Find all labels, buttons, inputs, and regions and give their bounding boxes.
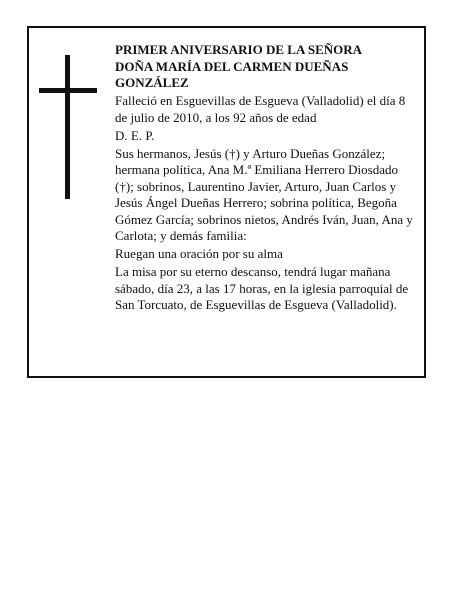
obituary-notice <box>27 26 426 378</box>
notice-heading-line-1: PRIMER ANIVERSARIO DE LA SEÑORA <box>115 42 363 57</box>
dep-line: D. E. P. <box>115 127 155 143</box>
cross-horizontal-bar <box>39 88 97 93</box>
notice-heading-line-2: DOÑA MARÍA DEL CARMEN DUEÑAS <box>115 58 349 74</box>
cross-icon <box>39 55 99 199</box>
cross-vertical-bar <box>65 55 70 199</box>
prayer-request: Ruegan una oración por su alma <box>115 246 283 261</box>
mass-info: La misa por su eterno descanso, tendrá lugar mañana sábado, día 23, a las 17 horas, en la iglesia parroquial de San Torcuato, de Esguevillas de Esgueva (Valladolid). <box>115 264 409 312</box>
family-list: Sus hermanos, Jesús (†) y Arturo Dueñas González; hermana política, Ana M.ª Emiliana Herrero Diosdado (†); sobrinos, Laurentino Javier, Arturo, Juan Carlos y Jesús Ángel Dueñas Herrero; sobrina política, Begoña Gómez García; sobrinos nietos, Andrés Iván, Juan, Ana y Carlota; y demás familia: <box>115 145 413 243</box>
notice-text <box>115 42 420 315</box>
notice-heading-line-3: GONZÁLEZ <box>115 75 189 90</box>
death-info: Falleció en Esguevillas de Esgueva (Valladolid) el día 8 de julio de 2010, a los 92 años de edad <box>115 93 406 125</box>
